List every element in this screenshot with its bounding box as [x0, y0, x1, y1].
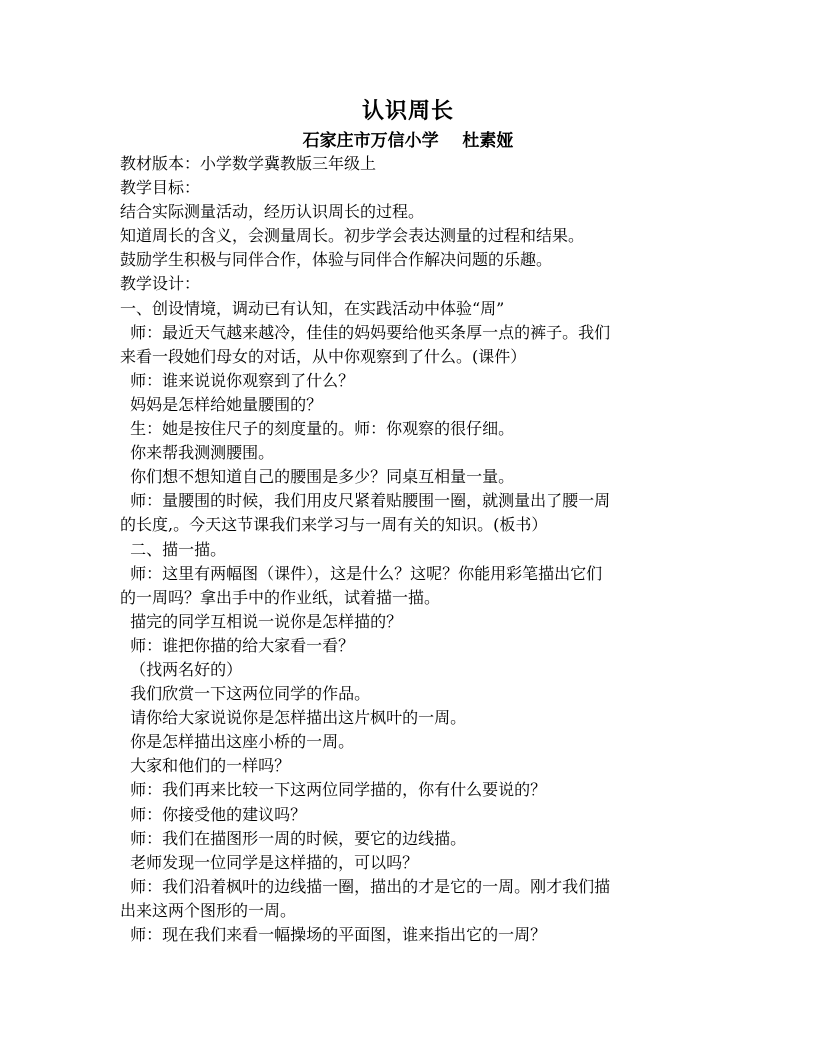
- text-line: 你是怎样描出这座小桥的一周。: [120, 732, 355, 752]
- text-line: 师：我们再来比较一下这两位同学描的，你有什么要说的？: [120, 780, 547, 800]
- text-line: 师：谁把你描的给大家看一看？: [120, 635, 355, 655]
- text-line: 师：现在我们来看一幅操场的平面图，谁来指出它的一周？: [120, 925, 547, 944]
- text-line: 的一周吗？拿出手中的作业纸，试着描一描。: [120, 587, 441, 607]
- text-line: 生：她是按住尺子的刻度量的。师：你观察的很仔细。: [120, 419, 515, 439]
- text-line: 结合实际测量活动，经历认识周长的过程。: [120, 202, 425, 222]
- text-line: （找两名好的）: [120, 659, 243, 679]
- text-line: 师：我们沿着枫叶的边线描一圈，描出的才是它的一周。刚才我们描: [120, 876, 611, 896]
- document-body: [120, 152, 710, 947]
- text-line: 师：我们在描图形一周的时候，要它的边线描。: [120, 828, 467, 848]
- text-line: 二、描一描。: [120, 539, 227, 559]
- text-line: 知道周长的含义，会测量周长。初步学会表达测量的过程和结果。: [120, 226, 585, 246]
- text-line: 教学目标：: [120, 178, 201, 198]
- text-line: 师：量腰围的时候，我们用皮尺紧着贴腰围一圈，就测量出了腰一周: [120, 491, 611, 511]
- text-line: 师：这里有两幅图（课件），这是什么？这呢？你能用彩笔描出它们: [120, 563, 603, 583]
- text-line: 师：谁来说说你观察到了什么？: [120, 370, 355, 390]
- text-line: 的长度,。今天这节课我们来学习与一周有关的知识。(板书）: [120, 515, 548, 535]
- text-line: 教学设计：: [120, 274, 201, 294]
- text-line: 你们想不想知道自己的腰围是多少？同桌互相量一量。: [120, 467, 515, 487]
- text-line: 鼓励学生积极与同伴合作，体验与同伴合作解决问题的乐趣。: [120, 250, 553, 270]
- text-line: 描完的同学互相说一说你是怎样描的？: [120, 611, 403, 631]
- text-line: 我们欣赏一下这两位同学的作品。: [120, 684, 371, 704]
- text-line: 师：你接受他的建议吗？: [120, 804, 307, 824]
- document-author: 石家庄市万信小学 杜素娅: [302, 131, 514, 151]
- text-line: 大家和他们的一样吗？: [120, 756, 291, 776]
- text-line: 出来这两个图形的一周。: [120, 900, 297, 920]
- text-line: 老师发现一位同学是这样描的，可以吗？: [120, 852, 419, 872]
- text-line: 一、创设情境，调动已有认知，在实践活动中体验“周”: [120, 298, 505, 318]
- document-title: 认识周长: [361, 98, 454, 124]
- text-line: 教材版本：小学数学冀教版三年级上: [120, 154, 377, 173]
- text-line: 师：最近天气越来越冷，佳佳的妈妈要给他买条厚一点的裤子。我们: [120, 322, 611, 342]
- text-line: 妈妈是怎样给她量腰围的？: [120, 394, 323, 414]
- text-line: 你来帮我测测腰围。: [120, 443, 275, 463]
- text-line: 请你给大家说说你是怎样描出这片枫叶的一周。: [120, 708, 467, 728]
- text-line: 来看一段她们母女的对话，从中你观察到了什么。(课件）: [120, 346, 527, 366]
